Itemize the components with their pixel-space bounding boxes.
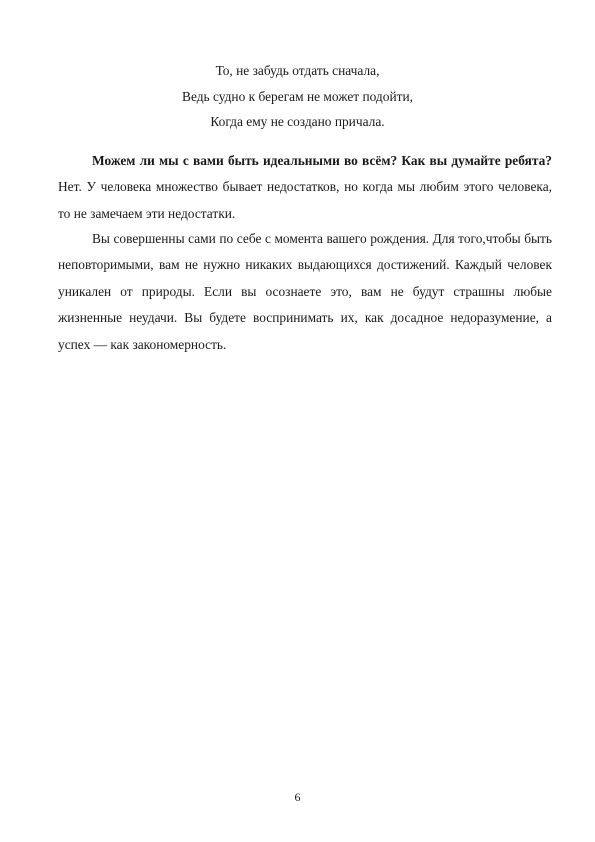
answer-text: Нет. У человека множество бывает недостатков, но когда мы любим этого человека, то не замечаем эти недостатки.	[58, 179, 552, 221]
poem-stanza	[0, 58, 595, 135]
paragraph-question	[58, 148, 552, 227]
poem-line: Ведь судно к берегам не может подойти,	[182, 88, 413, 104]
poem-line: Когда ему не создано причала.	[210, 114, 385, 129]
question-bold-text: Можем ли мы с вами быть идеальными во всём? Как вы думайте ребята?	[92, 153, 552, 168]
paragraph-body: Вы совершенны сами по себе с момента вашего рождения. Для того,чтобы быть неповторимыми, вам не нужно никаких выдающихся достижений. Каждый человек уникален от природы. Если вы осознаете это, вам не будут страшны любые жизненные неудачи. Вы будете воспринимать их, как досадное недоразумение, а успех — как закономерность.	[58, 231, 552, 352]
poem-line: То, не забудь отдать сначала,	[215, 63, 380, 78]
page-number: 6	[294, 790, 301, 804]
